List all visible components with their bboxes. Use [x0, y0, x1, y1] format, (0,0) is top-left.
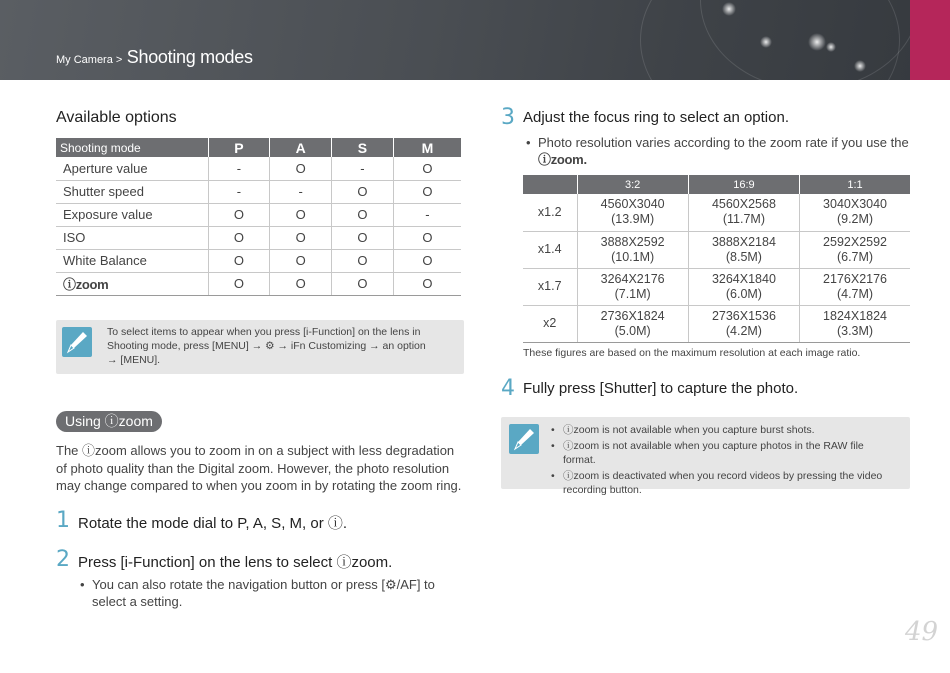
- table-cell: O: [208, 272, 270, 295]
- column-header: 3:2: [577, 175, 688, 194]
- step-number: 1: [56, 508, 70, 533]
- table-cell: O: [270, 226, 332, 249]
- table-header-row: [523, 175, 910, 194]
- step-number: 3: [501, 105, 515, 130]
- table-cell: [800, 268, 910, 305]
- table-cell: -: [208, 157, 270, 180]
- zoom-rate-cell: x2: [523, 305, 577, 342]
- pencil-note-icon: [509, 424, 539, 454]
- cell-size: (13.9M): [611, 212, 655, 227]
- table-cell: O: [332, 180, 394, 203]
- table-cell: [800, 194, 910, 231]
- header-light: [760, 36, 772, 48]
- header-light: [808, 33, 826, 51]
- breadcrumb: [56, 47, 253, 68]
- note-line: To select items to appear when you press [i-Function] on the lens in: [107, 326, 421, 338]
- bullet-line: You can also rotate the navigation button or press [⚙/AF] to: [92, 577, 435, 592]
- table-row: [56, 226, 461, 249]
- table-row: [56, 180, 461, 203]
- table-cell: [577, 268, 688, 305]
- column-header: 1:1: [800, 175, 910, 194]
- cell-resolution: 2176X2176: [823, 271, 887, 286]
- resolution-table: [523, 175, 910, 343]
- step-text: Press [i-Function] on the lens to select ⓘzoom.: [78, 554, 393, 571]
- column-header: P: [208, 138, 270, 157]
- table-cell: O: [270, 157, 332, 180]
- table-row: [523, 268, 910, 305]
- breadcrumb-current: Shooting modes: [126, 47, 253, 67]
- table-cell: White Balance: [56, 249, 208, 272]
- cell-size: (10.1M): [611, 249, 655, 264]
- column-header: Shooting mode: [56, 138, 208, 157]
- bullet-line: Photo resolution varies according to the zoom rate if you use the: [538, 135, 909, 150]
- cell-size: (3.3M): [836, 323, 874, 338]
- cell-size: (7.1M): [614, 286, 651, 301]
- cell-resolution: 2592X2592: [823, 234, 887, 249]
- table-cell: ISO: [56, 226, 208, 249]
- cell-size: (8.5M): [725, 249, 762, 264]
- table-cell: O: [393, 157, 461, 180]
- note-text: [107, 325, 447, 367]
- cell-size: (5.0M): [614, 323, 651, 338]
- section-paragraph: The ⓘzoom allows you to zoom in on a subject with less degradation of photo quality than the Digital zoom. However, the photo resolution may change compared to when you zoom in by rotating the zoom ring.: [56, 443, 462, 493]
- cell-resolution: 4560X3040: [600, 197, 665, 212]
- step-3-bullet: [526, 134, 916, 170]
- table-cell: Aperture value: [56, 157, 208, 180]
- cell-resolution: 3040X3040: [823, 197, 887, 212]
- cell-size: (6.7M): [836, 249, 874, 264]
- cell-size: (6.0M): [725, 286, 762, 301]
- header-light: [854, 60, 866, 72]
- table-cell: O: [270, 249, 332, 272]
- step-text: Fully press [Shutter] to capture the photo.: [523, 380, 799, 397]
- table-cell: O: [332, 226, 394, 249]
- table-footnote: These figures are based on the maximum resolution at each image ratio.: [523, 347, 861, 359]
- table-row: [523, 305, 910, 342]
- note-line: → [MENU].: [107, 354, 161, 366]
- cell-resolution: 2736X1536: [711, 308, 776, 323]
- note-list: [549, 423, 899, 499]
- bullet-dot: •: [80, 577, 85, 592]
- zoom-rate-cell: x1.7: [523, 268, 577, 305]
- table-cell: O: [393, 249, 461, 272]
- table-cell: [800, 305, 910, 342]
- step-2-bullet: [80, 576, 464, 612]
- table-cell: -: [332, 157, 394, 180]
- step-text: Rotate the mode dial to P, A, S, M, or ⓘ.: [78, 515, 348, 532]
- cell-resolution: 3888X2592: [600, 234, 665, 249]
- cell-resolution: 2736X1824: [600, 308, 665, 323]
- zoom-rate-cell: x1.4: [523, 231, 577, 268]
- table-cell: O: [208, 249, 270, 272]
- cell-size: (4.2M): [725, 323, 762, 338]
- step-text: Adjust the focus ring to select an option.: [523, 109, 789, 126]
- table-cell: [577, 305, 688, 342]
- pencil-icon: [62, 327, 92, 357]
- column-header: M: [393, 138, 461, 157]
- table-cell: O: [332, 249, 394, 272]
- note-box: [56, 320, 464, 374]
- note-box: [501, 417, 910, 496]
- pencil-note-icon: [62, 327, 92, 357]
- table-cell: O: [332, 272, 394, 295]
- table-row: [523, 194, 910, 231]
- table-cell: O: [270, 272, 332, 295]
- table-cell: [577, 194, 688, 231]
- column-header: A: [270, 138, 332, 157]
- cell-size: (4.7M): [836, 286, 874, 301]
- table-row: [523, 231, 910, 268]
- table-cell: Shutter speed: [56, 180, 208, 203]
- list-item: • ⓘzoom is not available when you capture burst shots.: [549, 423, 899, 437]
- table-cell: O: [208, 226, 270, 249]
- bullet-line: ⓘzoom.: [538, 152, 587, 167]
- table-cell: O: [393, 272, 461, 295]
- table-cell: [688, 194, 799, 231]
- table-cell: ⓘzoom: [56, 272, 208, 295]
- table-cell: O: [393, 226, 461, 249]
- step-number: 2: [56, 547, 70, 572]
- list-item: • ⓘzoom is deactivated when you record videos by pressing the video recording button.: [549, 469, 899, 497]
- cell-size: (9.2M): [836, 212, 874, 227]
- header-light: [826, 42, 836, 52]
- table-cell: [577, 231, 688, 268]
- cell-resolution: 3264X2176: [600, 271, 665, 286]
- table-cell: O: [332, 203, 394, 226]
- table-header-row: [56, 138, 461, 157]
- page-number: 49: [905, 617, 939, 647]
- table-cell: -: [270, 180, 332, 203]
- cell-resolution: 3264X1840: [711, 271, 776, 286]
- table-cell: -: [208, 180, 270, 203]
- table-cell: [688, 268, 799, 305]
- pencil-icon: [509, 424, 539, 454]
- section-heading: Available options: [56, 109, 177, 126]
- bullet-line: select a setting.: [92, 594, 183, 609]
- cell-resolution: 3888X2184: [711, 234, 776, 249]
- header-light: [722, 2, 736, 16]
- table-row: [56, 272, 461, 295]
- table-cell: O: [208, 203, 270, 226]
- table-cell: Exposure value: [56, 203, 208, 226]
- step-number: 4: [501, 376, 515, 401]
- note-line: Shooting mode, press [MENU] → ⚙ → iFn Customizing → an option: [107, 340, 426, 352]
- header-accent-bar: [910, 0, 950, 80]
- table-row: [56, 203, 461, 226]
- breadcrumb-parent: My Camera >: [56, 54, 123, 66]
- options-table: [56, 138, 461, 296]
- table-cell: O: [270, 203, 332, 226]
- table-cell: [688, 231, 799, 268]
- column-header: 16:9: [688, 175, 799, 194]
- table-row: [56, 157, 461, 180]
- cell-resolution: 1824X1824: [823, 308, 887, 323]
- column-header: [523, 175, 577, 194]
- page-header: [0, 0, 950, 80]
- table-row: [56, 249, 461, 272]
- table-cell: -: [393, 203, 461, 226]
- zoom-rate-cell: x1.2: [523, 194, 577, 231]
- table-cell: [800, 231, 910, 268]
- cell-size: (11.7M): [722, 212, 765, 227]
- bullet-dot: •: [526, 135, 531, 150]
- table-cell: [688, 305, 799, 342]
- column-header: S: [332, 138, 394, 157]
- table-cell: O: [393, 180, 461, 203]
- cell-resolution: 4560X2568: [711, 197, 776, 212]
- section-pill: Using ⓘzoom: [56, 411, 162, 432]
- list-item: • ⓘzoom is not available when you capture photos in the RAW file format.: [549, 439, 899, 467]
